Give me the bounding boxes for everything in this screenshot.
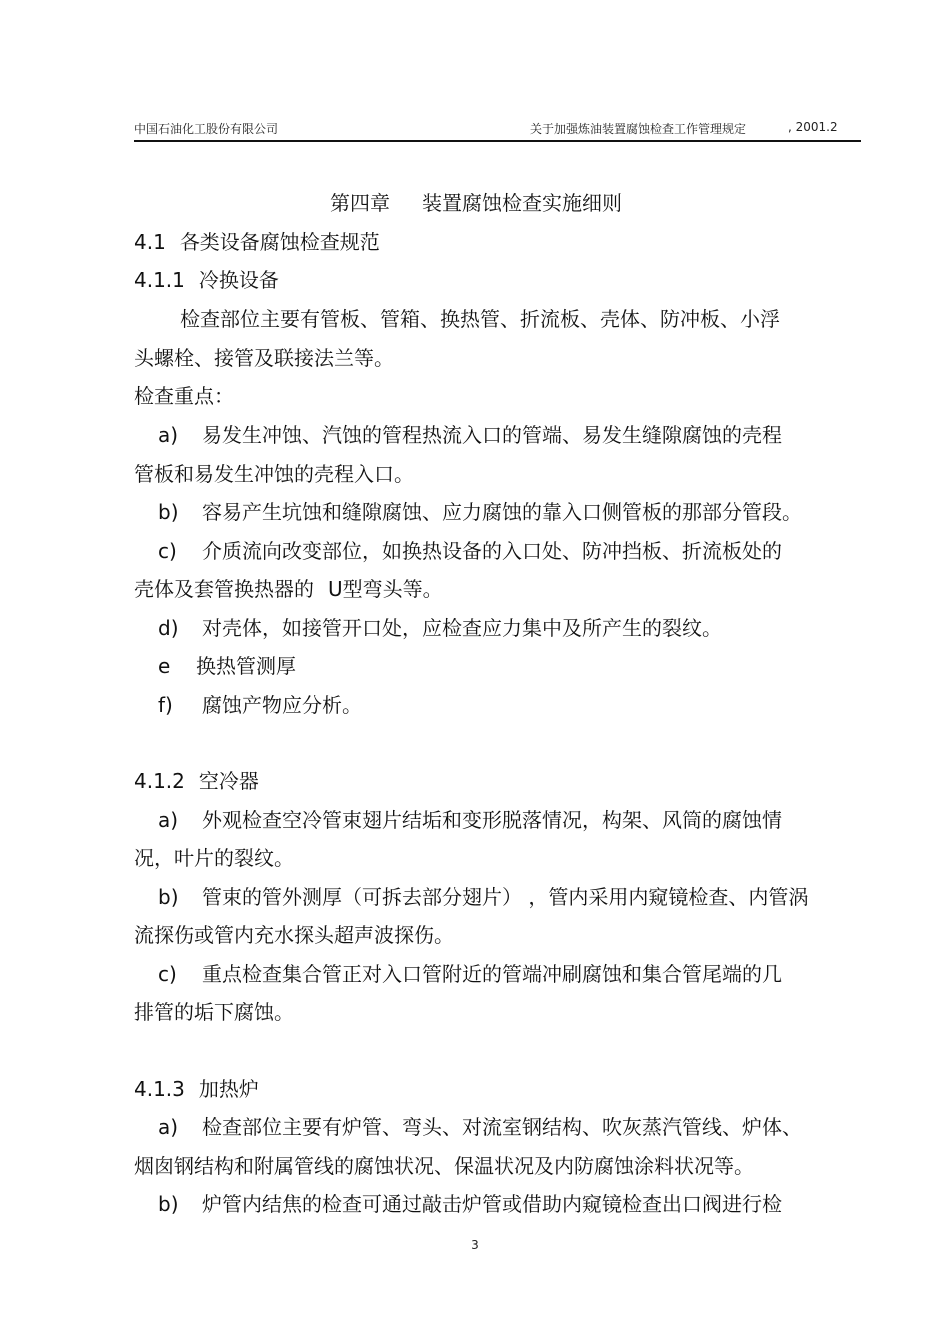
list-item xyxy=(134,807,782,833)
list-item xyxy=(134,499,802,525)
list-item xyxy=(134,1191,782,1217)
item-continuation: 排管的垢下腐蚀。 xyxy=(134,1000,294,1024)
item-continuation: 烟囱钢结构和附属管线的腐蚀状况、保温状况及内防腐蚀涂料状况等。 xyxy=(134,1154,754,1178)
item-label: c) xyxy=(158,539,177,563)
item-text: 检查部位主要有炉管、弯头、对流室钢结构、吹灰蒸汽管线、炉体、 xyxy=(202,1115,802,1139)
list-item xyxy=(134,692,362,718)
section-title: 各类设备腐蚀检查规范 xyxy=(179,230,380,254)
sub-4-1-2-heading xyxy=(134,768,259,794)
item-text: 换热管测厚 xyxy=(196,654,296,678)
item-text-part: U型弯头等。 xyxy=(328,577,443,601)
item-text: 重点检查集合管正对入口管附近的管端冲刷腐蚀和集合管尾端的几 xyxy=(202,962,782,986)
item-text: 易发生冲蚀、汽蚀的管程热流入口的管端、易发生缝隙腐蚀的壳程 xyxy=(202,423,782,447)
list-item xyxy=(134,1114,802,1140)
item-label: a) xyxy=(158,1115,179,1139)
item-label: d) xyxy=(158,616,179,640)
list-item xyxy=(134,615,722,641)
chapter-number: 第四章 xyxy=(330,191,390,215)
list-item xyxy=(134,653,296,679)
section-4-1-heading xyxy=(134,229,380,255)
subsection-title: 加热炉 xyxy=(198,1077,259,1101)
chapter-title xyxy=(330,190,622,216)
item-label: b) xyxy=(158,500,179,524)
page-number: 3 xyxy=(471,1238,479,1252)
item-label: f) xyxy=(158,693,173,717)
subsection-number: 4.1.1 xyxy=(134,268,185,292)
item-label: c) xyxy=(158,962,177,986)
item-continuation xyxy=(134,576,443,602)
paragraph-line: 检查部位主要有管板、管箱、换热管、折流板、壳体、防冲板、小浮 xyxy=(180,307,780,331)
subsection-title: 空冷器 xyxy=(198,769,259,793)
item-continuation: 流探伤或管内充水探头超声波探伤。 xyxy=(134,923,454,947)
item-text: 容易产生坑蚀和缝隙腐蚀、应力腐蚀的靠入口侧管板的那部分管段。 xyxy=(202,500,802,524)
subsection-title: 冷换设备 xyxy=(198,268,279,292)
item-label: a) xyxy=(158,423,179,447)
list-item xyxy=(134,538,782,564)
item-text: 介质流向改变部位，如换热设备的入口处、防冲挡板、折流板处的 xyxy=(202,539,782,563)
item-text: 对壳体，如接管开口处，应检查应力集中及所产生的裂纹。 xyxy=(202,616,722,640)
subsection-number: 4.1.3 xyxy=(134,1077,185,1101)
item-text: 腐蚀产物应分析。 xyxy=(202,693,362,717)
header-doc-title: 关于加强炼油装置腐蚀检查工作管理规定 xyxy=(530,122,747,136)
item-text: 外观检查空冷管束翅片结垢和变形脱落情况，构架、风筒的腐蚀情 xyxy=(202,808,782,832)
focus-heading: 检查重点： xyxy=(134,384,234,408)
chapter-text: 装置腐蚀检查实施细则 xyxy=(422,191,622,215)
item-label: a) xyxy=(158,808,179,832)
sub-4-1-3-heading xyxy=(134,1076,259,1102)
item-label: e xyxy=(158,654,171,678)
item-text: 管束的管外测厚（可拆去部分翅片） ，管内采用内窥镜检查、内管涡 xyxy=(202,885,809,909)
item-continuation: 况，叶片的裂纹。 xyxy=(134,846,294,870)
section-number: 4.1 xyxy=(134,230,166,254)
subsection-number: 4.1.2 xyxy=(134,769,185,793)
header-date: , 2001.2 xyxy=(788,120,838,134)
paragraph-line: 头螺栓、接管及联接法兰等。 xyxy=(134,346,394,370)
item-label: b) xyxy=(158,885,179,909)
item-continuation: 管板和易发生冲蚀的壳程入口。 xyxy=(134,462,414,486)
list-item xyxy=(134,884,808,910)
list-item xyxy=(134,961,782,987)
item-text: 炉管内结焦的检查可通过敲击炉管或借助内窥镜检查出口阀进行检 xyxy=(202,1192,782,1216)
list-item xyxy=(134,422,782,448)
header-company: 中国石油化工股份有限公司 xyxy=(134,122,279,136)
item-label: b) xyxy=(158,1192,179,1216)
item-text-part: 壳体及套管换热器的 xyxy=(134,577,314,601)
header-rule xyxy=(134,140,861,142)
sub-4-1-1-heading xyxy=(134,267,279,293)
